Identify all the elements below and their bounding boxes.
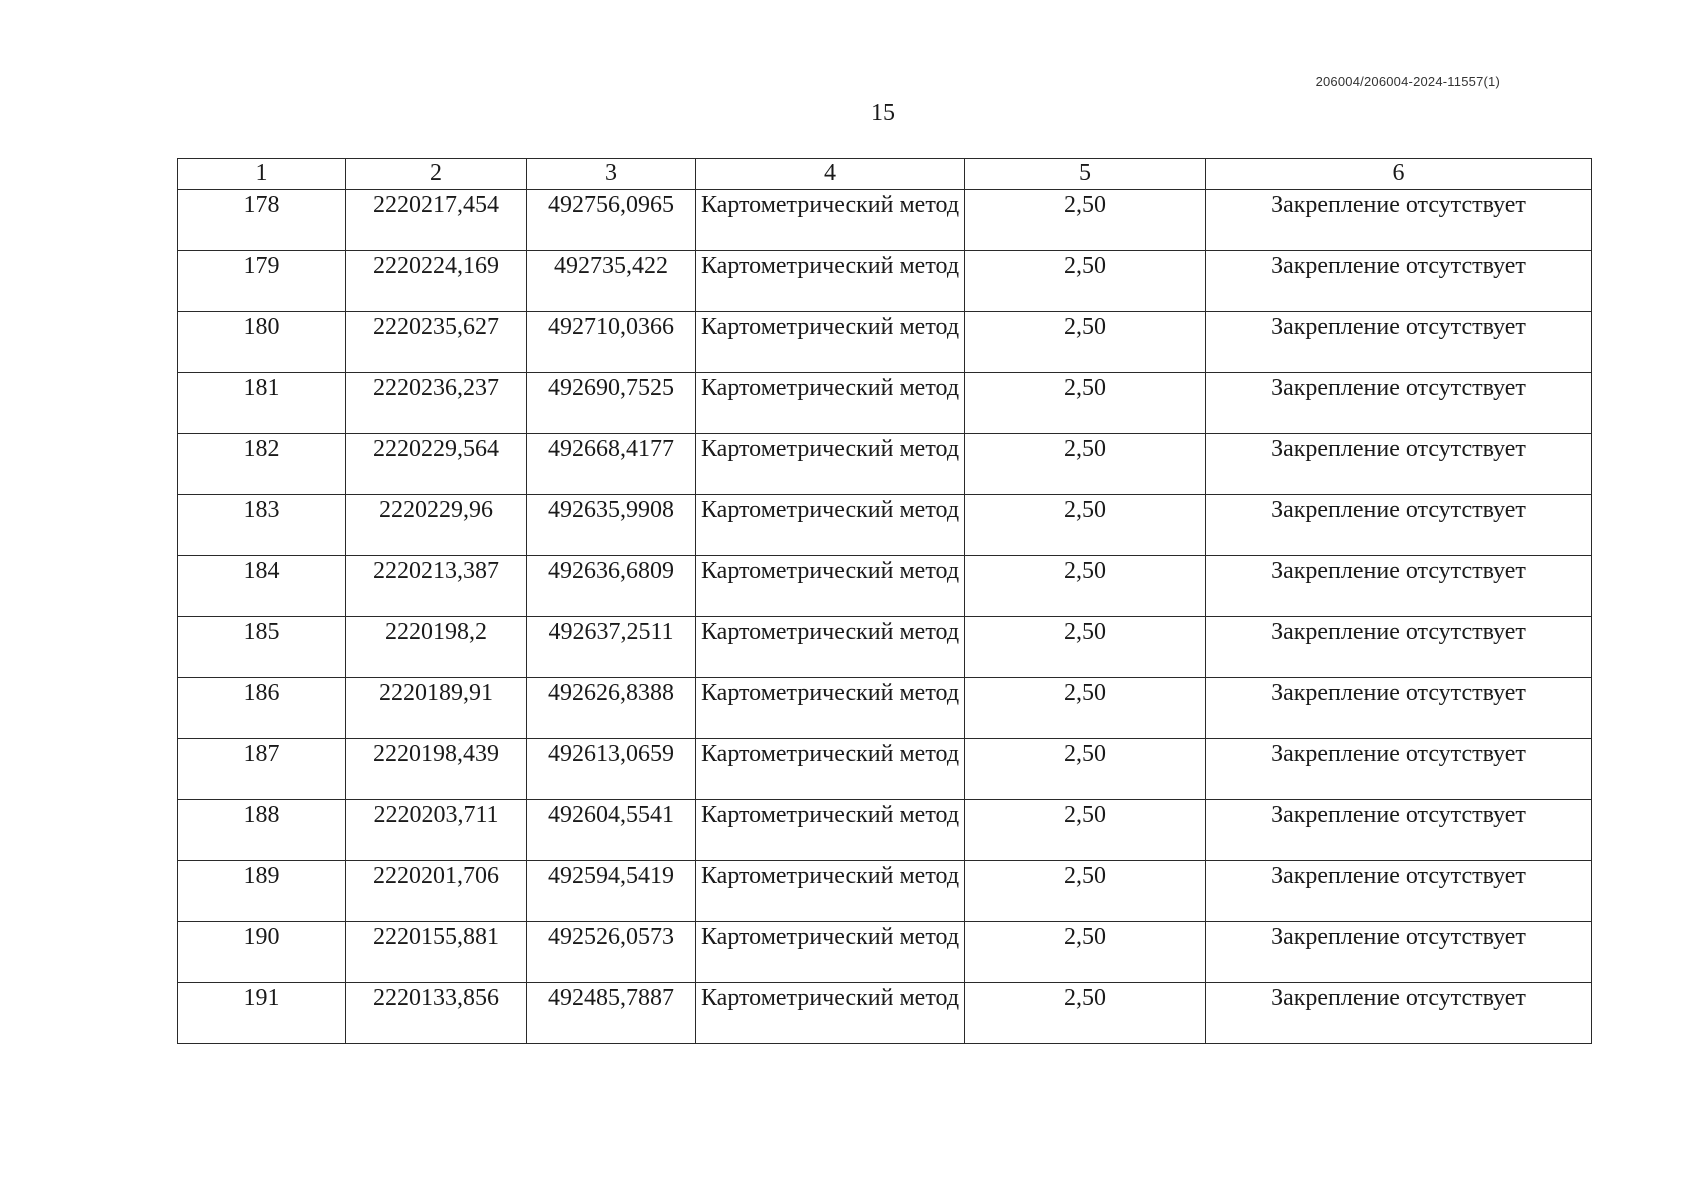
accuracy-cell: 2,50 <box>965 251 1206 312</box>
y-coordinate-cell: 492635,9908 <box>527 495 696 556</box>
table-row <box>178 678 1592 739</box>
coordinates-table <box>177 158 1592 1044</box>
column-header: 3 <box>527 159 696 190</box>
column-header: 4 <box>696 159 965 190</box>
point-number-cell: 191 <box>178 983 346 1044</box>
table-row <box>178 251 1592 312</box>
point-number-cell: 184 <box>178 556 346 617</box>
method-cell: Картометрический метод <box>696 617 965 678</box>
accuracy-cell: 2,50 <box>965 617 1206 678</box>
x-coordinate-cell: 2220155,881 <box>346 922 527 983</box>
table-row <box>178 556 1592 617</box>
point-number-cell: 178 <box>178 190 346 251</box>
table-row <box>178 190 1592 251</box>
x-coordinate-cell: 2220189,91 <box>346 678 527 739</box>
table-header-row <box>178 159 1592 190</box>
method-cell: Картометрический метод <box>696 312 965 373</box>
column-header: 5 <box>965 159 1206 190</box>
point-number-cell: 181 <box>178 373 346 434</box>
point-number-cell: 188 <box>178 800 346 861</box>
y-coordinate-cell: 492485,7887 <box>527 983 696 1044</box>
y-coordinate-cell: 492637,2511 <box>527 617 696 678</box>
fixing-cell: Закрепление отсутствует <box>1206 556 1592 617</box>
table-row <box>178 495 1592 556</box>
method-cell: Картометрический метод <box>696 251 965 312</box>
point-number-cell: 182 <box>178 434 346 495</box>
y-coordinate-cell: 492613,0659 <box>527 739 696 800</box>
fixing-cell: Закрепление отсутствует <box>1206 617 1592 678</box>
x-coordinate-cell: 2220229,564 <box>346 434 527 495</box>
fixing-cell: Закрепление отсутствует <box>1206 251 1592 312</box>
column-header: 6 <box>1206 159 1592 190</box>
method-cell: Картометрический метод <box>696 495 965 556</box>
method-cell: Картометрический метод <box>696 861 965 922</box>
table-row <box>178 922 1592 983</box>
fixing-cell: Закрепление отсутствует <box>1206 983 1592 1044</box>
accuracy-cell: 2,50 <box>965 373 1206 434</box>
document-id: 206004/206004-2024-11557(1) <box>1315 74 1500 89</box>
fixing-cell: Закрепление отсутствует <box>1206 434 1592 495</box>
column-header: 2 <box>346 159 527 190</box>
point-number-cell: 187 <box>178 739 346 800</box>
x-coordinate-cell: 2220201,706 <box>346 861 527 922</box>
method-cell: Картометрический метод <box>696 983 965 1044</box>
point-number-cell: 186 <box>178 678 346 739</box>
method-cell: Картометрический метод <box>696 678 965 739</box>
y-coordinate-cell: 492526,0573 <box>527 922 696 983</box>
point-number-cell: 190 <box>178 922 346 983</box>
fixing-cell: Закрепление отсутствует <box>1206 739 1592 800</box>
table-row <box>178 800 1592 861</box>
y-coordinate-cell: 492710,0366 <box>527 312 696 373</box>
accuracy-cell: 2,50 <box>965 312 1206 373</box>
table-body <box>178 190 1592 1044</box>
accuracy-cell: 2,50 <box>965 739 1206 800</box>
fixing-cell: Закрепление отсутствует <box>1206 861 1592 922</box>
point-number-cell: 180 <box>178 312 346 373</box>
fixing-cell: Закрепление отсутствует <box>1206 190 1592 251</box>
method-cell: Картометрический метод <box>696 800 965 861</box>
x-coordinate-cell: 2220198,439 <box>346 739 527 800</box>
x-coordinate-cell: 2220133,856 <box>346 983 527 1044</box>
fixing-cell: Закрепление отсутствует <box>1206 495 1592 556</box>
y-coordinate-cell: 492690,7525 <box>527 373 696 434</box>
x-coordinate-cell: 2220198,2 <box>346 617 527 678</box>
table-row <box>178 617 1592 678</box>
accuracy-cell: 2,50 <box>965 922 1206 983</box>
accuracy-cell: 2,50 <box>965 434 1206 495</box>
table-row <box>178 861 1592 922</box>
y-coordinate-cell: 492604,5541 <box>527 800 696 861</box>
x-coordinate-cell: 2220224,169 <box>346 251 527 312</box>
method-cell: Картометрический метод <box>696 739 965 800</box>
accuracy-cell: 2,50 <box>965 800 1206 861</box>
point-number-cell: 189 <box>178 861 346 922</box>
x-coordinate-cell: 2220203,711 <box>346 800 527 861</box>
y-coordinate-cell: 492636,6809 <box>527 556 696 617</box>
y-coordinate-cell: 492626,8388 <box>527 678 696 739</box>
table-row <box>178 434 1592 495</box>
method-cell: Картометрический метод <box>696 434 965 495</box>
table-row <box>178 739 1592 800</box>
table-row <box>178 312 1592 373</box>
method-cell: Картометрический метод <box>696 556 965 617</box>
y-coordinate-cell: 492594,5419 <box>527 861 696 922</box>
table-row <box>178 373 1592 434</box>
y-coordinate-cell: 492756,0965 <box>527 190 696 251</box>
accuracy-cell: 2,50 <box>965 861 1206 922</box>
point-number-cell: 183 <box>178 495 346 556</box>
fixing-cell: Закрепление отсутствует <box>1206 312 1592 373</box>
accuracy-cell: 2,50 <box>965 678 1206 739</box>
point-number-cell: 179 <box>178 251 346 312</box>
method-cell: Картометрический метод <box>696 190 965 251</box>
fixing-cell: Закрепление отсутствует <box>1206 373 1592 434</box>
x-coordinate-cell: 2220235,627 <box>346 312 527 373</box>
column-header: 1 <box>178 159 346 190</box>
x-coordinate-cell: 2220213,387 <box>346 556 527 617</box>
method-cell: Картометрический метод <box>696 922 965 983</box>
fixing-cell: Закрепление отсутствует <box>1206 678 1592 739</box>
accuracy-cell: 2,50 <box>965 983 1206 1044</box>
x-coordinate-cell: 2220236,237 <box>346 373 527 434</box>
y-coordinate-cell: 492668,4177 <box>527 434 696 495</box>
fixing-cell: Закрепление отсутствует <box>1206 922 1592 983</box>
y-coordinate-cell: 492735,422 <box>527 251 696 312</box>
x-coordinate-cell: 2220217,454 <box>346 190 527 251</box>
fixing-cell: Закрепление отсутствует <box>1206 800 1592 861</box>
point-number-cell: 185 <box>178 617 346 678</box>
page-number: 15 <box>871 100 895 126</box>
accuracy-cell: 2,50 <box>965 190 1206 251</box>
accuracy-cell: 2,50 <box>965 556 1206 617</box>
method-cell: Картометрический метод <box>696 373 965 434</box>
x-coordinate-cell: 2220229,96 <box>346 495 527 556</box>
accuracy-cell: 2,50 <box>965 495 1206 556</box>
table-row <box>178 983 1592 1044</box>
